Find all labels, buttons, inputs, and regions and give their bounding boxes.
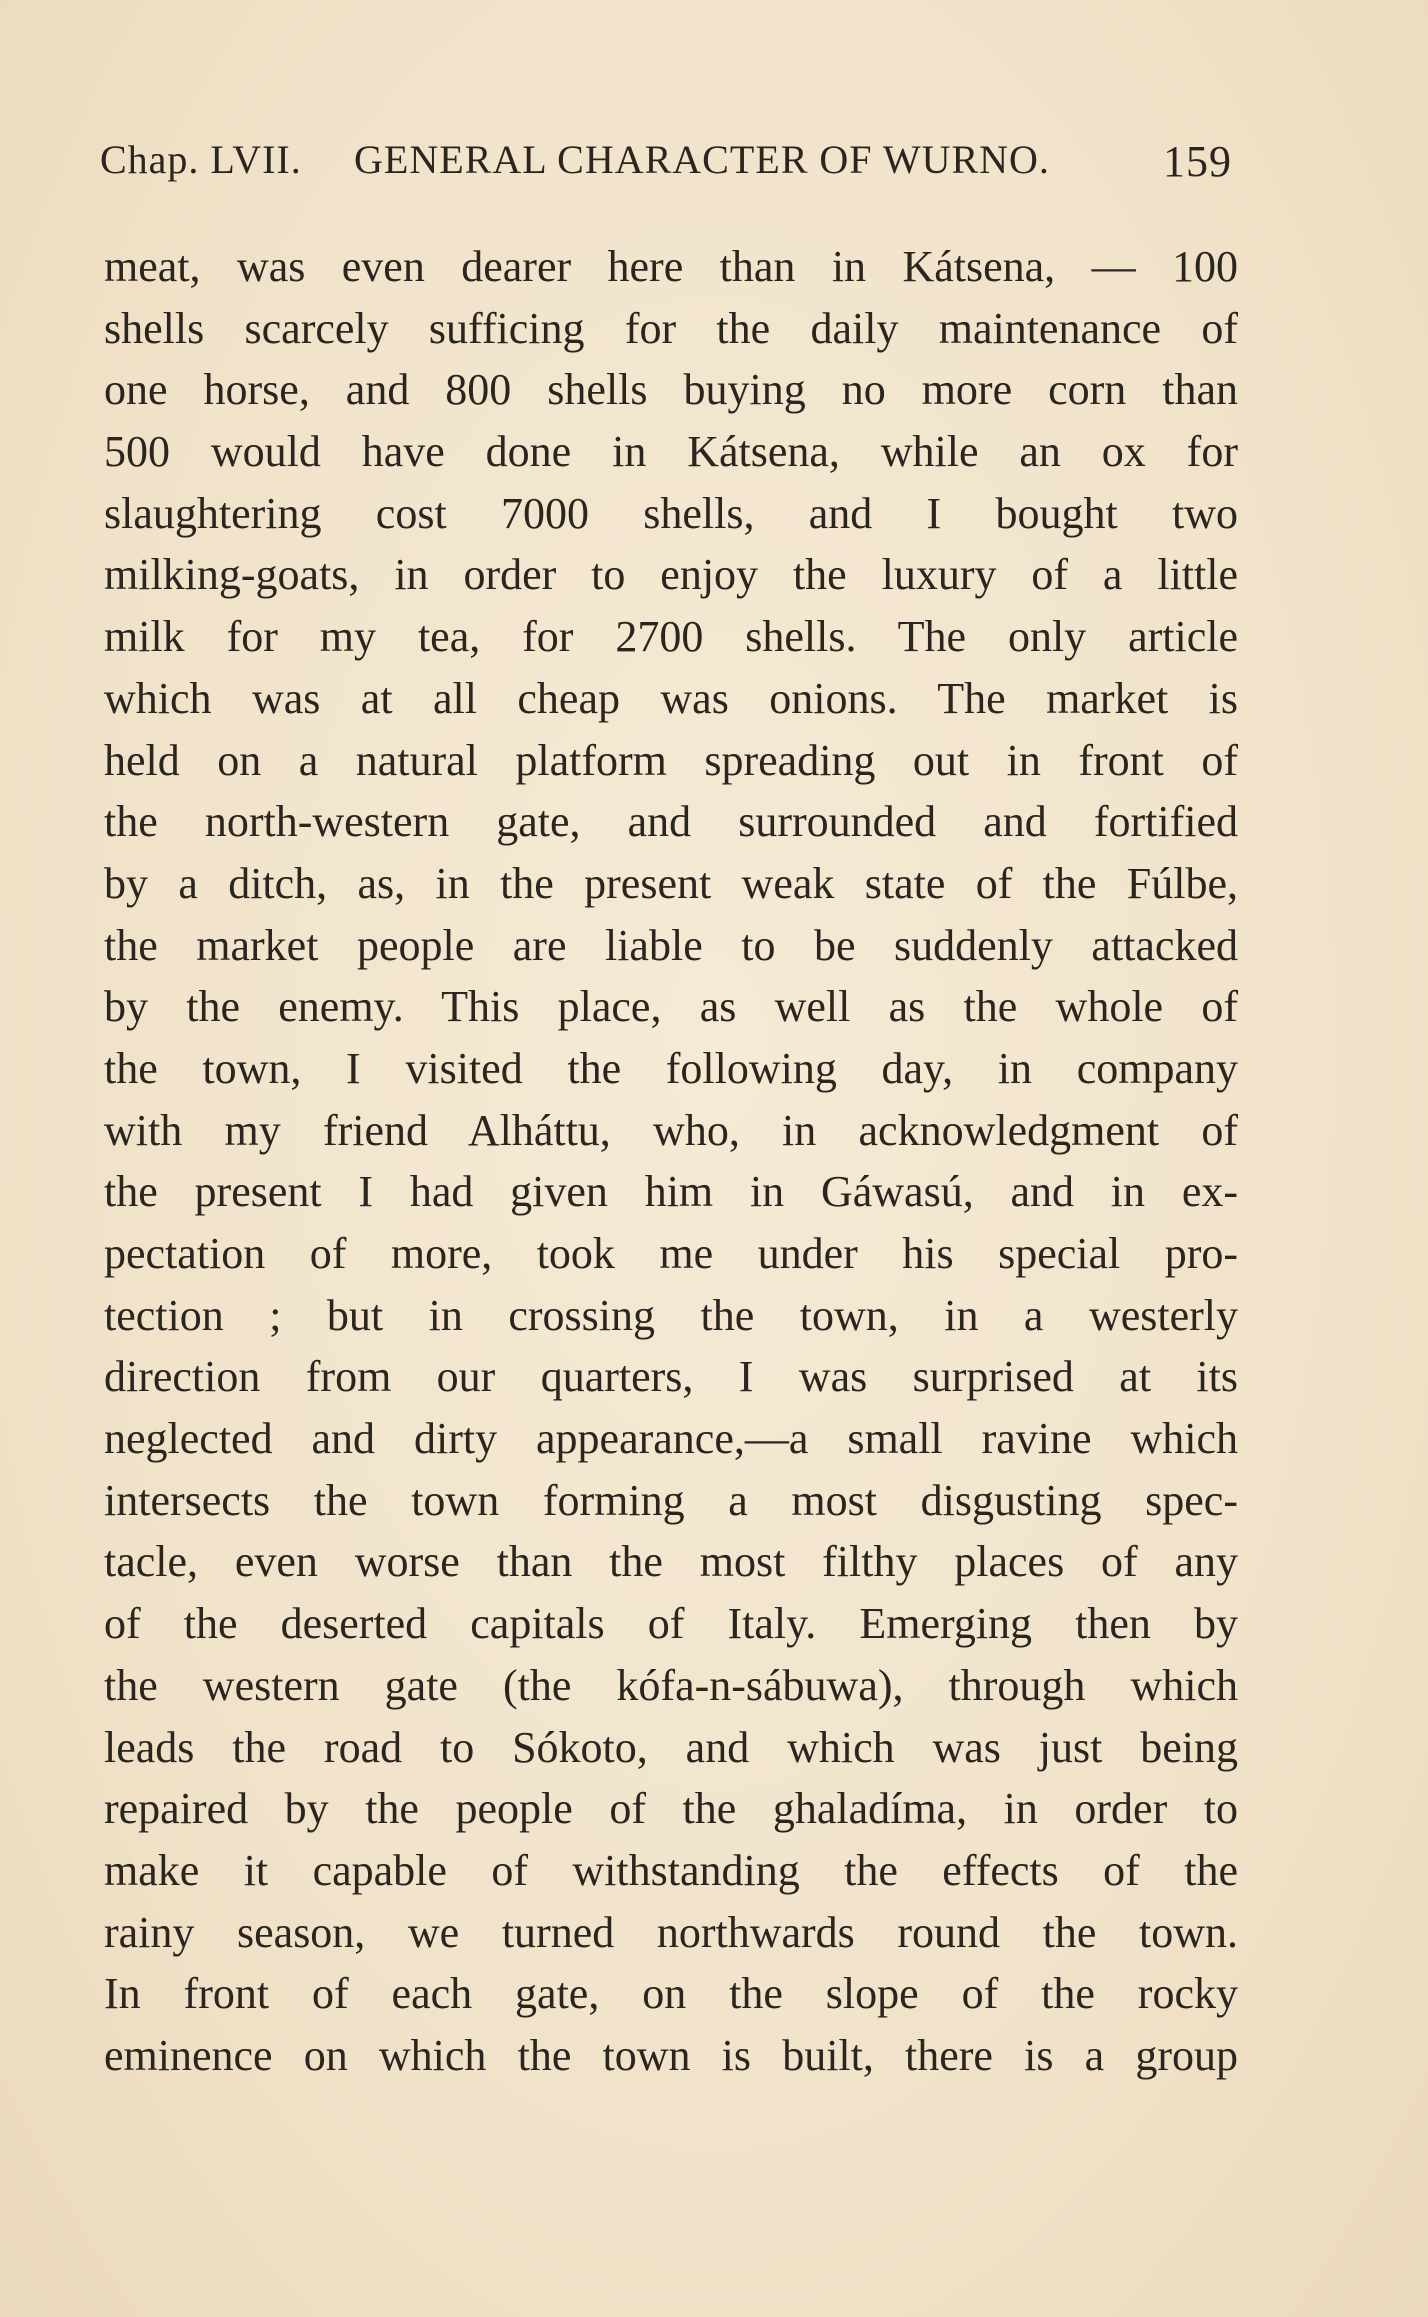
text-line: make it capable of withstanding the effects of the	[104, 1845, 1238, 1895]
text-line: milk for my tea, for 2700 shells. The only article	[104, 612, 1238, 662]
text-line: intersects the town forming a most disgusting spec-	[104, 1475, 1238, 1525]
text-line: held on a natural platform spreading out in front of	[104, 735, 1238, 785]
running-title: GENERAL CHARACTER OF WURNO.	[354, 137, 1050, 182]
text-line: the north-western gate, and surrounded and fortified	[104, 797, 1238, 847]
text-line: the market people are liable to be suddenly attacked	[104, 920, 1238, 970]
running-header	[100, 136, 1232, 196]
chapter-label: Chap. LVII.	[100, 137, 302, 182]
text-line: which was at all cheap was onions. The market is	[104, 673, 1238, 723]
text-line: eminence on which the town is built, there is a group	[104, 2030, 1238, 2080]
text-line: slaughtering cost 7000 shells, and I bought two	[104, 488, 1238, 538]
body-text	[104, 236, 1238, 2087]
text-line: direction from our quarters, I was surprised at its	[104, 1352, 1238, 1402]
text-line: repaired by the people of the ghaladíma, in order to	[104, 1784, 1238, 1834]
text-line: milking-goats, in order to enjoy the luxury of a little	[104, 550, 1238, 600]
text-line: by a ditch, as, in the present weak state of the Fúlbe,	[104, 858, 1238, 908]
text-line: 500 would have done in Kátsena, while an ox for	[104, 427, 1238, 477]
text-line: one horse, and 800 shells buying no more corn than	[104, 365, 1238, 415]
text-line: tection ; but in crossing the town, in a westerly	[104, 1290, 1238, 1340]
text-line: with my friend Alháttu, who, in acknowledgment of	[104, 1105, 1238, 1155]
text-line: shells scarcely sufficing for the daily maintenance of	[104, 303, 1238, 353]
text-line: leads the road to Sókoto, and which was just being	[104, 1722, 1238, 1772]
text-line: tacle, even worse than the most filthy places of any	[104, 1537, 1238, 1587]
text-line: the present I had given him in Gáwasú, and in ex-	[104, 1167, 1238, 1217]
text-line: In front of each gate, on the slope of the rocky	[104, 1969, 1238, 2019]
text-line: the western gate (the kófa-n-sábuwa), through which	[104, 1660, 1238, 1710]
page-number: 159	[1163, 137, 1232, 186]
text-line: neglected and dirty appearance,—a small ravine which	[104, 1414, 1238, 1464]
text-line: meat, was even dearer here than in Kátsena, — 100	[104, 242, 1238, 291]
text-line: rainy season, we turned northwards round the town.	[104, 1907, 1238, 1957]
text-line: pectation of more, took me under his special pro-	[104, 1229, 1238, 1278]
text-line: by the enemy. This place, as well as the whole of	[104, 982, 1238, 1032]
text-line: of the deserted capitals of Italy. Emerging then by	[104, 1599, 1238, 1649]
text-line: the town, I visited the following day, in company	[104, 1043, 1238, 1093]
